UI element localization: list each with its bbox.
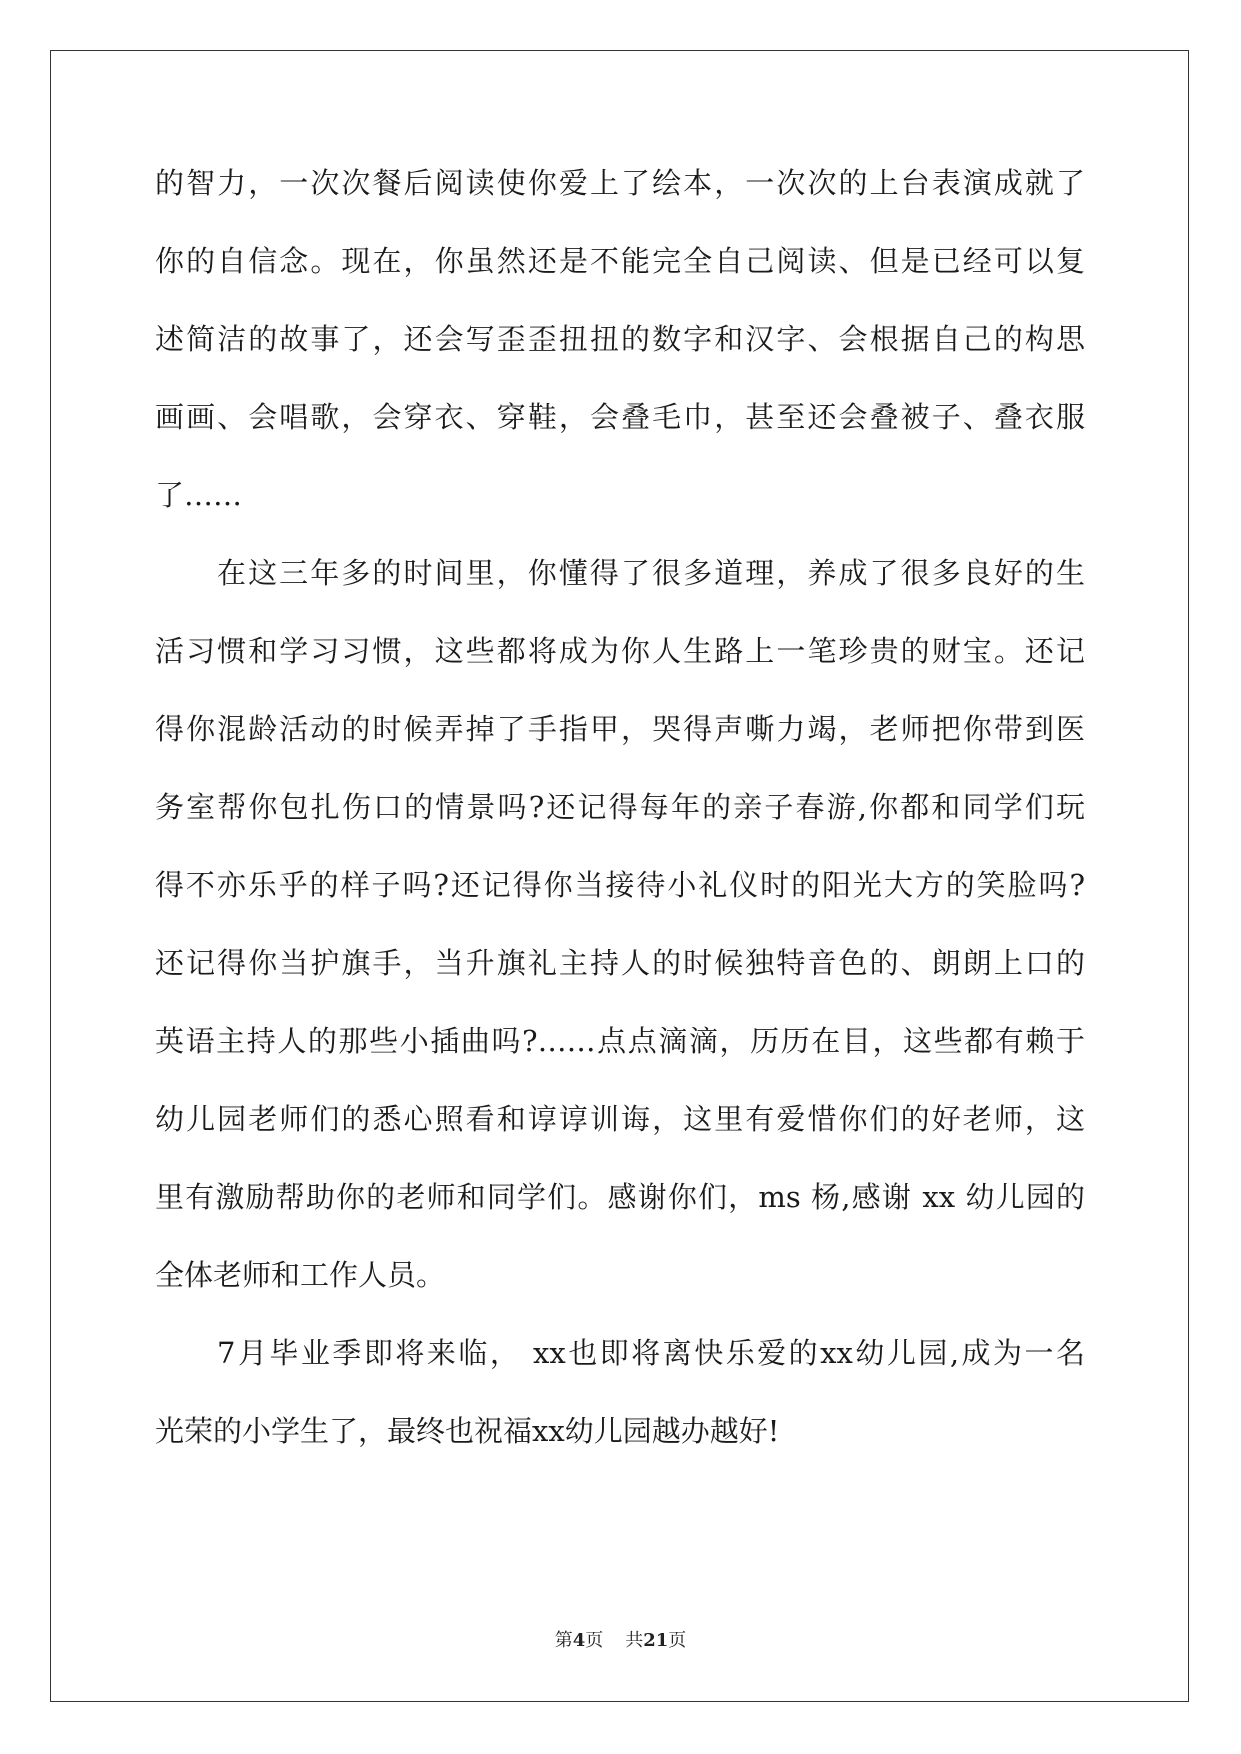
text-line: 还记得你当护旗手，当升旗礼主持人的时候独特音色的、朗朗上口的 <box>155 946 1085 980</box>
page-footer <box>0 1626 1241 1652</box>
text-line: 你的自信念。现在，你虽然还是不能完全自己阅读、但是已经可以复 <box>155 244 1085 278</box>
page-total: 21 <box>643 1630 669 1651</box>
text-line: 了…… <box>155 478 243 512</box>
text-line: 光荣的小学生了，最终也祝福xx幼儿园越办越好! <box>155 1414 780 1448</box>
text-line: 在这三年多的时间里，你懂得了很多道理，养成了很多良好的生 <box>217 556 1085 590</box>
document-body <box>155 157 1085 1483</box>
total-prefix: 共 <box>625 1630 644 1651</box>
text-line: 的智力，一次次餐后阅读使你爱上了绘本，一次次的上台表演成就了 <box>155 166 1085 200</box>
text-line: 述简洁的故事了，还会写歪歪扭扭的数字和汉字、会根据自己的构思 <box>155 322 1085 356</box>
text-line: 英语主持人的那些小插曲吗?……点点滴滴，历历在目，这些都有赖于 <box>155 1024 1085 1058</box>
text-line: 全体老师和工作人员。 <box>155 1258 446 1292</box>
text-line: 里有激励帮助你的老师和同学们。感谢你们，ms 杨,感谢 xx 幼儿园的 <box>155 1180 1085 1214</box>
total-unit: 页 <box>668 1630 687 1651</box>
text-line: 得你混龄活动的时候弄掉了手指甲，哭得声嘶力竭，老师把你带到医 <box>155 712 1085 746</box>
text-line: 活习惯和学习习惯，这些都将成为你人生路上一笔珍贵的财宝。还记 <box>155 634 1085 668</box>
text-line: 得不亦乐乎的样子吗?还记得你当接待小礼仪时的阳光大方的笑脸吗? <box>155 868 1085 902</box>
page-prefix: 第 <box>554 1630 573 1651</box>
page-current: 4 <box>572 1630 586 1651</box>
text-line: 务室帮你包扎伤口的情景吗?还记得每年的亲子春游,你都和同学们玩 <box>155 790 1085 824</box>
text-line: 幼儿园老师们的悉心照看和谆谆训诲，这里有爱惜你们的好老师，这 <box>155 1102 1085 1136</box>
text-line: 7月毕业季即将来临， xx也即将离快乐爱的xx幼儿园,成为一名 <box>217 1336 1085 1370</box>
page-unit: 页 <box>585 1630 604 1651</box>
text-line: 画画、会唱歌，会穿衣、穿鞋，会叠毛巾，甚至还会叠被子、叠衣服 <box>155 400 1085 434</box>
